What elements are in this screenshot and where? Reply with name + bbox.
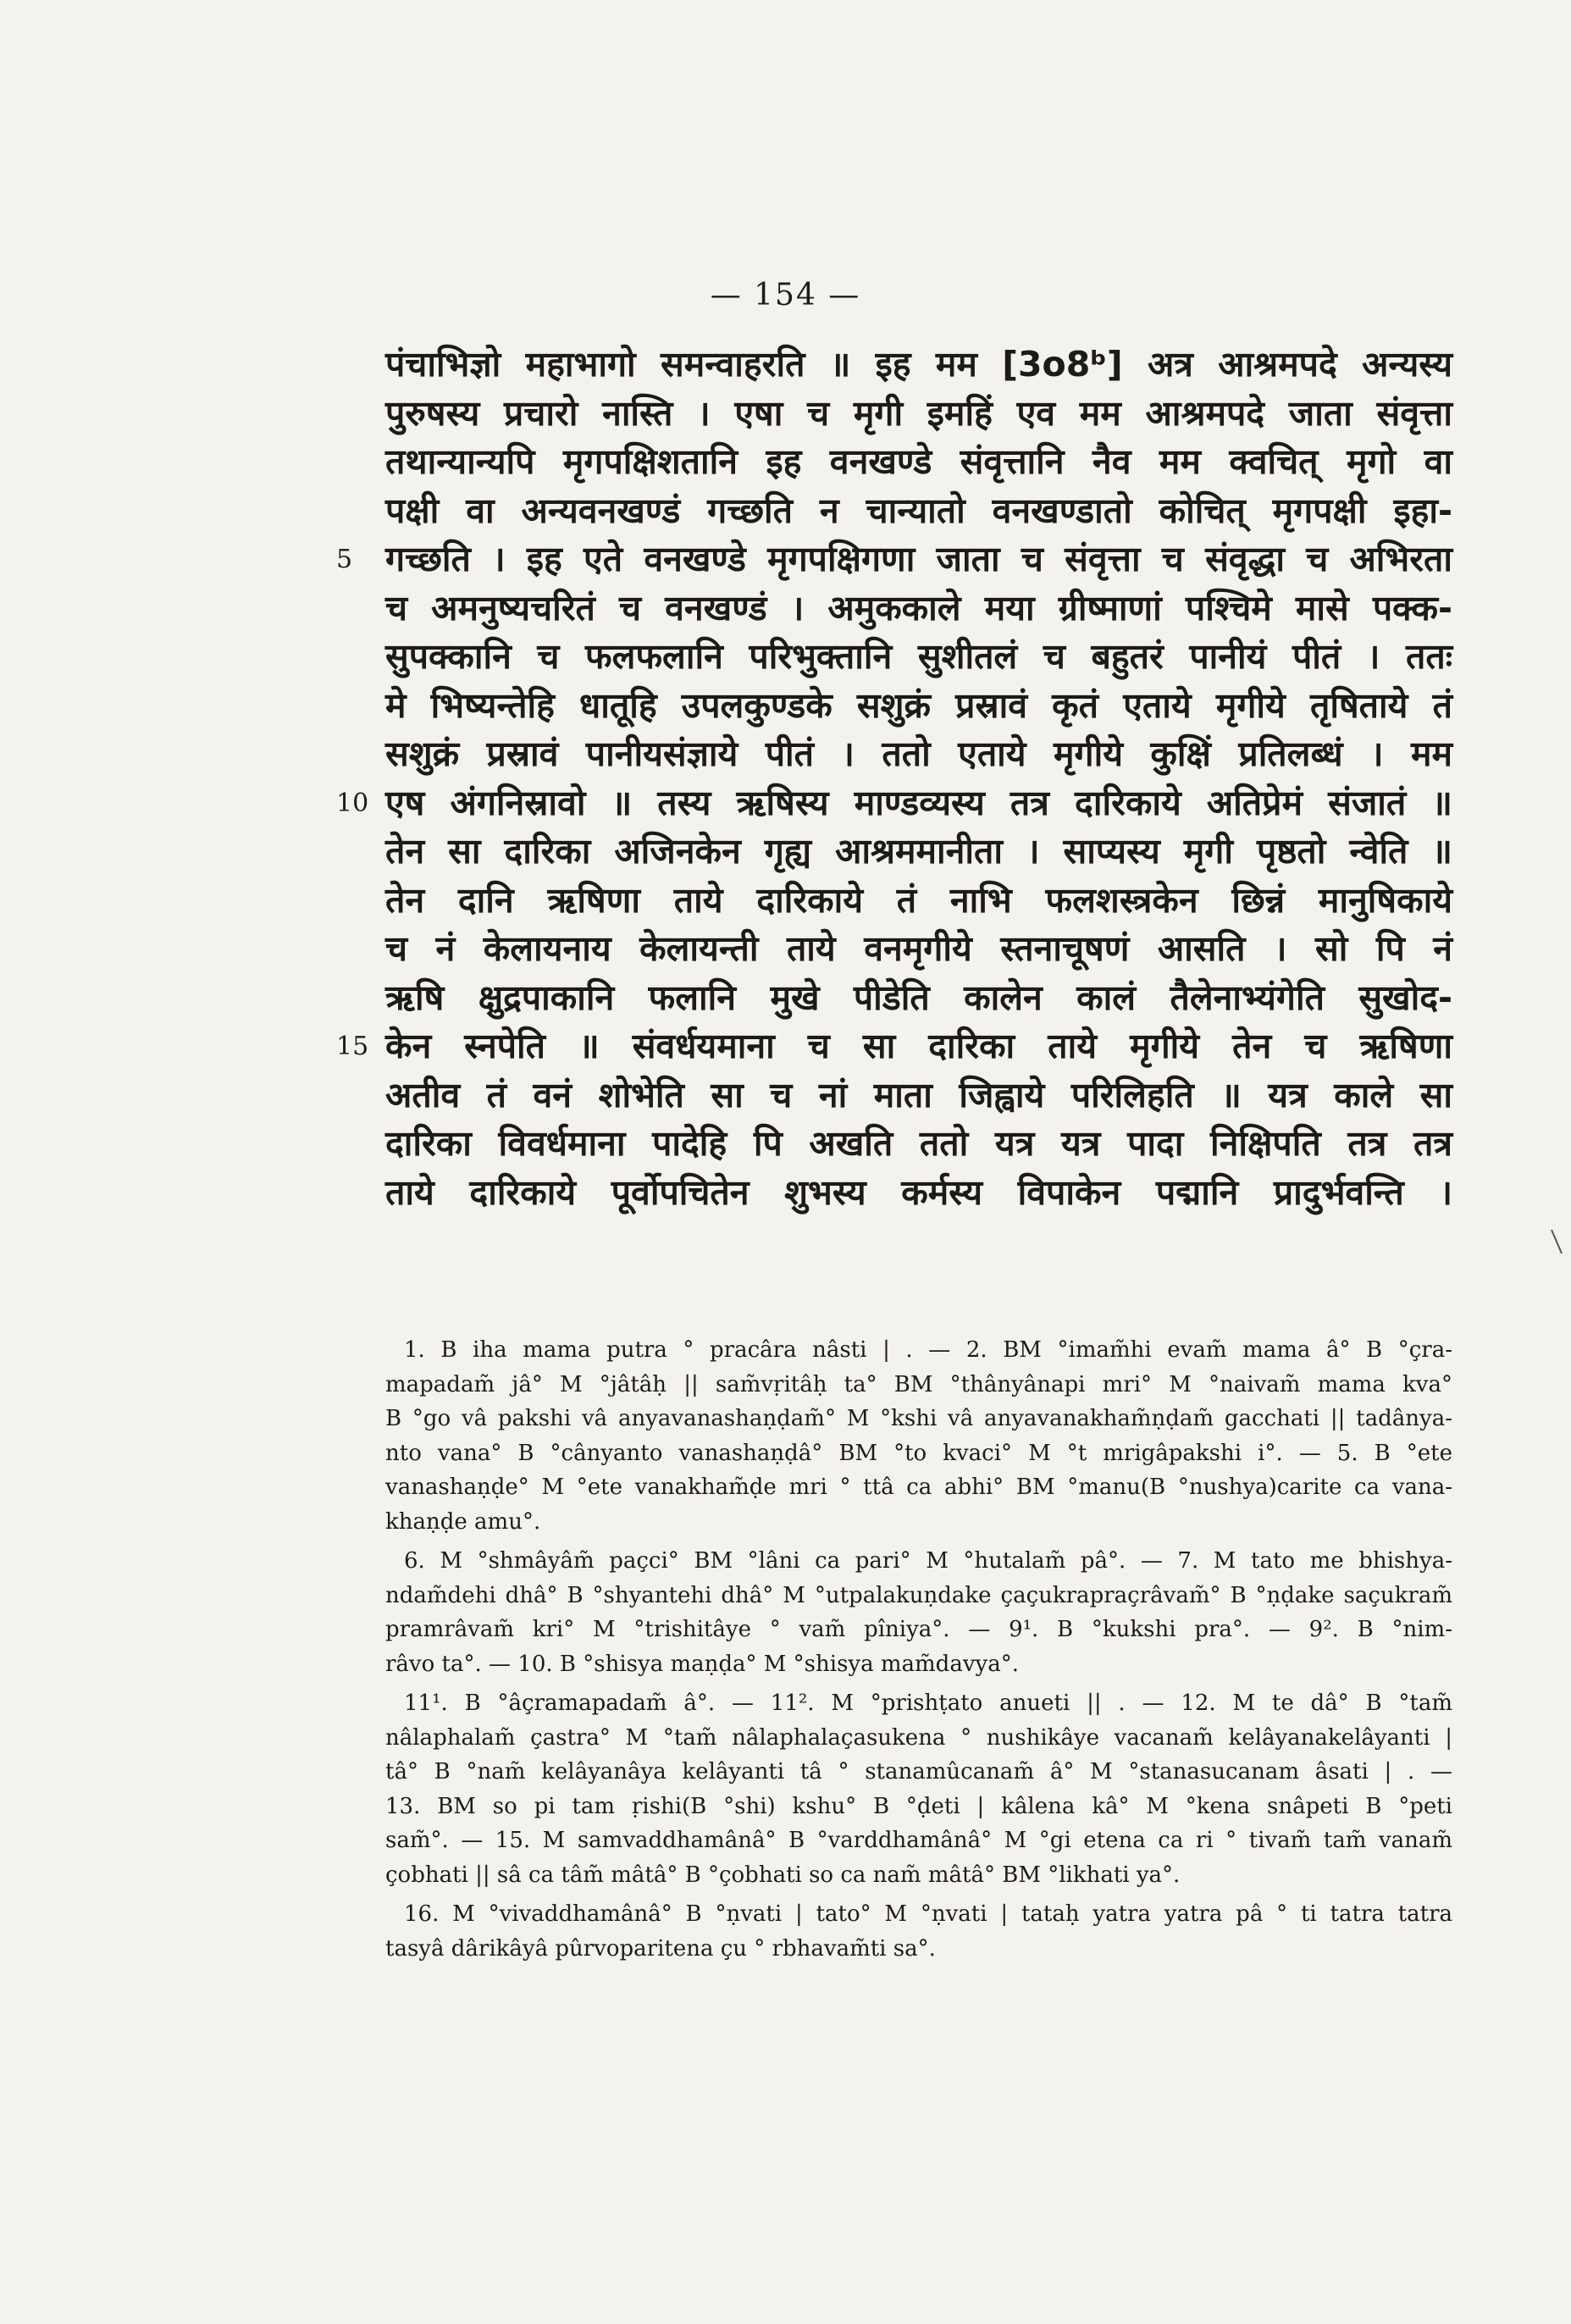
- footnote-line: 13. BM so pi tam ṛishi(B °shi) kshu° B °ḍeti | kâlena kâ° M °kena snâpeti B °peti: [385, 1793, 1452, 1819]
- footnote-line: çobhati || sâ ca tâm̃ mâtâ° B °çobhati so ca nam̃ mâtâ° BM °likhati ya°.: [385, 1862, 1181, 1888]
- footnote-line: pramrâvam̃ kri° M °trishitâye ° vam̃ pîniya°. — 9¹. B °kukshi pra°. — 9². B °nim-: [385, 1617, 1452, 1642]
- text-line: [385, 633, 1452, 682]
- line-text: पंचाभिज्ञो महाभागो समन्वाहरति ॥ इह मम [3o8ᵇ] अत्र आश्रमपदे अन्यस्य: [385, 344, 1452, 385]
- footnote-line: nâlaphalam̃ çastra° M °tam̃ nâlaphalaçasukena ° nushikâye vacanam̃ kelâyanakelâyanti |: [385, 1724, 1452, 1751]
- line-text: तेन सा दारिका अजिनकेन गृह्य आश्रममानीता । साप्यस्य मृगी पृष्ठतो न्वेति ॥: [385, 831, 1452, 872]
- text-line: [385, 584, 1452, 634]
- footnote-line: ndam̃dehi dhâ° B °shyantehi dhâ° M °utpalakuṇdake çaçukrapraçrâvam̃° B °ṇḍake saçukram̃: [385, 1582, 1452, 1608]
- footnote-line: sam̃°. — 15. M samvaddhamânâ° B °varddhamânâ° M °gi etena ca ri ° tivam̃ tam̃ vanam̃: [385, 1828, 1452, 1853]
- text-line: [385, 487, 1452, 536]
- text-line: [385, 1120, 1452, 1169]
- line-text: च अमनुष्यचरितं च वनखण्डं । अमुककाले मया ग्रीष्माणां पश्चिमे मासे पक्क-: [385, 587, 1452, 628]
- text-line: [385, 682, 1452, 731]
- text-line: [385, 1071, 1452, 1120]
- line-text: एष अंगनिस्रावो ॥ तस्य ऋषिस्य माण्डव्यस्य तत्र दारिकाये अतिप्रेमं संजातं ॥: [385, 782, 1452, 823]
- line-text: पुरुषस्य प्रचारो नास्ति । एषा च मृगी इमहिं एव मम आश्रमपदे जाता संवृत्ता: [385, 392, 1452, 434]
- text-line: [385, 438, 1452, 487]
- text-line: [385, 974, 1452, 1023]
- footnote-line: 1. B iha mama putra ° pracâra nâsti | . — 2. BM °imam̃hi evam̃ mama â° B °çra-: [404, 1337, 1452, 1363]
- line-text: पक्षी वा अन्यवनखण्डं गच्छति न चान्यातो वनखण्डातो कोचित् मृगपक्षी इहा-: [385, 490, 1452, 531]
- text-line: [336, 779, 1452, 828]
- line-number: 10: [336, 788, 369, 818]
- footnote-line: B °go vâ pakshi vâ anyavanashaṇḍam̃° M °kshi vâ anyavanakham̃ṇḍam̃ gacchati || tadânya-: [385, 1406, 1452, 1431]
- text-line: [385, 730, 1452, 779]
- text-line: [385, 925, 1452, 974]
- line-text: च नं केलायनाय केलायन्ती ताये वनमृगीये स्तनाचूषणं आसति । सो पि नं: [385, 928, 1452, 969]
- footnote: [385, 1897, 1452, 1966]
- footnote: [385, 1544, 1452, 1681]
- text-line: [385, 877, 1452, 926]
- line-text: सुपक्कानि च फलफलानि परिभुक्तानि सुशीतलं च बहुतरं पानीयं पीतं । ततः: [385, 636, 1452, 677]
- line-text: अतीव तं वनं शोभेति सा च नां माता जिह्वाये परिलिहति ॥ यत्र काले सा: [385, 1074, 1452, 1115]
- footnote-line: râvo ta°. — 10. B °shisya maṇḍa° M °shisya mam̃davya°.: [385, 1651, 1019, 1677]
- footnote-line: 6. M °shmâyâm̃ paçci° BM °lâni ca pari° M °hutalam̃ pâ°. — 7. M tato me bhishya-: [404, 1548, 1452, 1574]
- text-line: [385, 390, 1452, 439]
- footnote-line: tasyâ dârikâyâ pûrvoparitena çu ° rbhavam̃ti sa°.: [385, 1935, 936, 1962]
- text-line: [385, 1169, 1452, 1218]
- page-number: — 154 —: [710, 278, 861, 313]
- line-number: 5: [336, 545, 353, 574]
- footnote: [385, 1686, 1452, 1892]
- footnote: [385, 1333, 1452, 1539]
- footnote-line: vanashaṇḍe° M °ete vanakham̃ḍe mri ° ttâ ca abhi° BM °manu(B °nushya)carite ca vana-: [385, 1475, 1452, 1500]
- line-text: सशुक्रं प्रस्रावं पानीयसंज्ञाये पीतं । ततो एताये मृगीये कुक्षिं प्रतिलब्धं । मम: [385, 733, 1452, 774]
- footnote-line: nto vana° B °cânyanto vanashaṇḍâ° BM °to kvaci° M °t mrigâpakshi i°. — 5. B °ete: [385, 1440, 1452, 1466]
- text-line: [385, 340, 1452, 390]
- line-number: 15: [336, 1032, 369, 1061]
- line-text: दारिका विवर्धमाना पादेहि पि अखति ततो यत्र यत्र पादा निक्षिपति तत्र तत्र: [385, 1123, 1452, 1164]
- text-line: [336, 1022, 1452, 1071]
- footnotes: [385, 1333, 1452, 1971]
- line-text: गच्छति । इह एते वनखण्डे मृगपक्षिगणा जाता च संवृत्ता च संवृद्धा च अभिरता: [385, 539, 1452, 579]
- line-text: ताये दारिकाये पूर्वोपचितेन शुभस्य कर्मस्य विपाकेन पद्मानि प्रादुर्भवन्ति ।: [385, 1171, 1452, 1213]
- footnote-line: khaṇḍe amu°.: [385, 1508, 541, 1535]
- line-text: मे भिष्यन्तेहि धातूहि उपलकुण्डके सशुक्रं प्रस्रावं कृतं एताये मृगीये तृषिताये तं: [385, 684, 1452, 726]
- text-line: [385, 827, 1452, 877]
- line-text: तथान्यान्यपि मृगपक्षिशतानि इह वनखण्डे संवृत्तानि नैव मम क्वचित् मृगो वा: [385, 441, 1452, 482]
- footnote-line: mapadam̃ jâ° M °jâtâḥ || sam̃vṛitâḥ ta° BM °thânyânapi mri° M °naivam̃ mama kva°: [385, 1371, 1452, 1397]
- footnote-line: 11¹. B °âçramapadam̃ â°. — 11². M °prishṭato anueti || . — 12. M te dâ° B °tam̃: [404, 1690, 1452, 1716]
- main-text: [336, 340, 1452, 1217]
- line-text: ऋषि क्षुद्रपाकानि फलानि मुखे पीडेति कालेन कालं तैलेनाभ्यंगेति सुखोद-: [385, 977, 1452, 1018]
- footnote-line: 16. M °vivaddhamânâ° B °ṇvati | tato° M °ṇvati | tataḥ yatra yatra pâ ° ti tatra tatra: [404, 1901, 1452, 1927]
- margin-mark: [1550, 1228, 1567, 1262]
- line-text: तेन दानि ऋषिणा ताये दारिकाये तं नाभि फलशस्त्रकेन छिन्नं मानुषिकाये: [385, 879, 1452, 921]
- text-line: [336, 535, 1452, 584]
- footnote-line: tâ° B °nam̃ kelâyanâya kelâyanti tâ ° stanamûcanam̃ â° M °stanasucanam âsati | . —: [385, 1759, 1452, 1784]
- line-text: केन स्नपेति ॥ संवर्धयमाना च सा दारिका ताये मृगीये तेन च ऋषिणा: [385, 1026, 1452, 1066]
